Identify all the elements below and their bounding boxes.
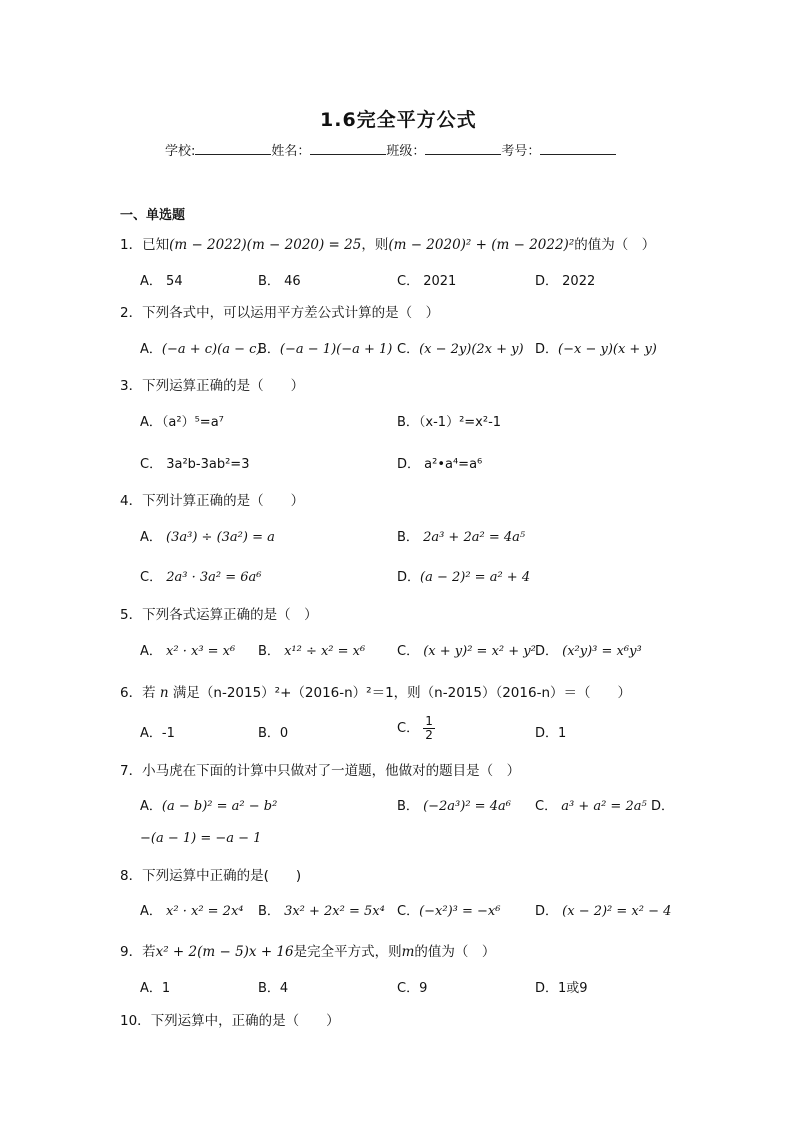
question-4-option-b[interactable]	[397, 526, 525, 545]
option-text: (3a³) ÷ (3a²) = a	[166, 530, 275, 545]
student-info-line	[165, 140, 616, 159]
question-5-option-d[interactable]	[535, 640, 642, 659]
option-label: C．	[397, 644, 420, 659]
question-7-option-c[interactable]	[535, 795, 647, 814]
option-label: B．	[258, 342, 280, 357]
question-6-option-d[interactable]	[535, 722, 566, 741]
number-blank[interactable]	[540, 142, 616, 155]
option-label: D．	[535, 726, 559, 741]
question-5-option-c[interactable]	[397, 640, 536, 659]
question-9-stem	[120, 940, 495, 960]
option-text: x² · x³ = x⁶	[166, 644, 236, 659]
fraction	[423, 715, 435, 742]
option-text: (−x²)³ = −x⁶	[419, 904, 501, 919]
stem-text: 下列各式中，可以运用平方差公式计算的是（ ）	[142, 305, 440, 321]
question-7-option-b[interactable]	[397, 795, 511, 814]
option-label: D．	[535, 644, 559, 659]
question-1-option-a[interactable]	[140, 270, 183, 289]
variable: n	[159, 685, 169, 701]
question-6-option-a[interactable]	[140, 722, 175, 741]
question-number: 3．	[120, 378, 143, 394]
class-label: 班级：	[386, 144, 426, 159]
stem-text: 下列运算中，正确的是（ ）	[150, 1013, 340, 1029]
option-label: A．	[140, 799, 162, 814]
option-label: C．	[397, 274, 420, 289]
option-text: 4	[279, 981, 289, 996]
option-text: 1或9	[558, 981, 588, 996]
option-label: C．	[140, 457, 163, 472]
question-10-stem	[120, 1009, 340, 1029]
question-6-option-b[interactable]	[258, 722, 288, 741]
question-2-option-a[interactable]	[140, 338, 261, 357]
question-3-option-a[interactable]	[140, 411, 224, 430]
question-9-option-c[interactable]	[397, 977, 427, 996]
option-label: A．	[140, 904, 162, 919]
stem-text: 下列运算中正确的是( )	[142, 868, 302, 884]
name-blank[interactable]	[310, 142, 386, 155]
option-text: 2a³ + 2a² = 4a⁵	[423, 530, 526, 545]
option-label: A．	[140, 644, 162, 659]
option-text: (a − b)² = a² − b²	[161, 799, 278, 814]
option-text: 1	[161, 981, 171, 996]
option-text: (x − 2)² = x² − 4	[562, 904, 672, 919]
option-label: B．	[397, 530, 419, 545]
stem-text: 下列计算正确的是（ ）	[142, 493, 305, 509]
question-3-option-c[interactable]	[140, 453, 249, 472]
option-text: x¹² ÷ x² = x⁶	[284, 644, 366, 659]
option-label: D．	[397, 570, 421, 585]
stem-text: 下列运算正确的是（ ）	[142, 378, 305, 394]
question-number: 9．	[120, 944, 143, 960]
option-text: 46	[284, 274, 301, 289]
option-label: C．	[140, 570, 163, 585]
stem-text: 下列各式运算正确的是（ ）	[142, 607, 318, 623]
stem-text: ，则	[361, 237, 389, 253]
section-heading: 一、单选题	[120, 208, 186, 223]
option-text: −(a − 1) = −a − 1	[140, 831, 262, 846]
option-label: B．	[397, 415, 419, 430]
question-4-option-d[interactable]	[397, 566, 530, 585]
option-text: (−x − y)(x + y)	[558, 342, 657, 357]
option-label: A．	[140, 342, 162, 357]
option-text: (−a + c)(a − c)	[161, 342, 262, 357]
option-text: 2021	[423, 274, 457, 289]
option-label: B．	[397, 799, 419, 814]
option-label: C．	[397, 342, 420, 357]
fraction-denominator: 2	[425, 728, 433, 742]
question-9-option-d[interactable]	[535, 977, 588, 996]
school-blank[interactable]	[195, 142, 271, 155]
question-7-option-d-label[interactable]	[651, 795, 674, 814]
option-label: D．	[535, 981, 559, 996]
question-6-option-c[interactable]	[397, 715, 435, 742]
option-text: (x²y)³ = x⁶y³	[562, 644, 642, 659]
option-label: A．	[140, 981, 162, 996]
option-text: x² · x² = 2x⁴	[166, 904, 244, 919]
option-text: 9	[419, 981, 428, 996]
question-number: 6．	[120, 685, 143, 701]
option-text: 2022	[562, 274, 596, 289]
question-3-option-d[interactable]	[397, 453, 482, 472]
name-label: 姓名：	[271, 144, 311, 159]
question-2-stem	[120, 301, 439, 321]
question-number: 2．	[120, 305, 143, 321]
question-number: 5．	[120, 607, 143, 623]
variable: m	[401, 944, 415, 960]
question-number: 4．	[120, 493, 143, 509]
option-text: (x − 2y)(2x + y)	[419, 342, 524, 357]
stem-text: 若	[142, 944, 156, 960]
question-7-option-a[interactable]	[140, 795, 277, 814]
option-label: A．	[140, 415, 162, 430]
question-number: 8．	[120, 868, 143, 884]
option-label: D．	[535, 342, 559, 357]
question-3-option-b[interactable]	[397, 411, 501, 430]
option-text: （x-1）²=x²-1	[418, 415, 502, 430]
option-label: C．	[535, 799, 558, 814]
option-label: A．	[140, 530, 162, 545]
class-blank[interactable]	[425, 142, 501, 155]
option-text: a³ + a² = 2a⁵	[561, 799, 647, 814]
option-text: 2a³ · 3a² = 6a⁶	[166, 570, 262, 585]
question-2-option-b[interactable]	[258, 338, 392, 357]
math-expression: (m − 2022)(m − 2020) = 25	[169, 237, 362, 253]
question-number: 1．	[120, 237, 143, 253]
question-6-stem	[120, 681, 631, 701]
question-5-stem	[120, 603, 318, 623]
question-2-option-d[interactable]	[535, 338, 657, 357]
option-label: B．	[258, 904, 280, 919]
page-title: 1.6完全平方公式	[320, 109, 477, 131]
option-label: C．	[397, 721, 420, 736]
option-label: A．	[140, 726, 162, 741]
question-4-option-a[interactable]	[140, 526, 275, 545]
question-5-option-b[interactable]	[258, 640, 365, 659]
question-9-option-a[interactable]	[140, 977, 170, 996]
option-text: 54	[166, 274, 183, 289]
stem-text: 小马虎在下面的计算中只做对了一道题，他做对的题目是（ ）	[142, 763, 521, 779]
stem-text: 满足（n-2015）²+（2016-n）²＝1，则（n-2015）（2016-n）＝（ ）	[172, 685, 632, 701]
number-label: 考号：	[501, 144, 541, 159]
question-1-option-c[interactable]	[397, 270, 456, 289]
stem-text: 是完全平方式，则	[293, 944, 402, 960]
stem-text: 的值为（ ）	[414, 944, 496, 960]
option-text: (x + y)² = x² + y²	[423, 644, 536, 659]
question-5-option-a[interactable]	[140, 640, 235, 659]
option-label: B．	[258, 726, 280, 741]
question-7-option-d[interactable]	[140, 831, 261, 846]
option-label: D．	[535, 904, 559, 919]
option-text: (a − 2)² = a² + 4	[420, 570, 531, 585]
option-text: 3a²b-3ab²=3	[166, 457, 250, 472]
question-4-stem	[120, 489, 304, 509]
option-text: a²•a⁴=a⁶	[424, 457, 483, 472]
question-9-option-b[interactable]	[258, 977, 288, 996]
option-label: B．	[258, 274, 280, 289]
question-1-option-d[interactable]	[535, 270, 595, 289]
question-7-stem	[120, 759, 520, 779]
question-1-stem	[120, 233, 655, 253]
option-label: B．	[258, 981, 280, 996]
question-2-option-c[interactable]	[397, 338, 524, 357]
stem-text: 已知	[142, 237, 170, 253]
option-label: B．	[258, 644, 280, 659]
option-label: D．	[535, 274, 559, 289]
option-label: C．	[397, 904, 420, 919]
option-text: 1	[558, 726, 567, 741]
option-label: D．	[651, 799, 675, 814]
option-text: (−a − 1)(−a + 1)	[279, 342, 393, 357]
option-text: 3x² + 2x² = 5x⁴	[284, 904, 385, 919]
option-text: （a²）⁵=a⁷	[161, 415, 224, 430]
question-8-option-b[interactable]	[258, 900, 385, 919]
stem-text: 的值为（ ）	[574, 237, 656, 253]
question-8-option-c[interactable]	[397, 900, 500, 919]
option-text: -1	[161, 726, 175, 741]
question-8-option-d[interactable]	[535, 900, 671, 919]
question-1-option-b[interactable]	[258, 270, 301, 289]
option-text: (−2a³)² = 4a⁶	[423, 799, 511, 814]
math-expression: x² + 2(m − 5)x + 16	[155, 944, 294, 960]
fraction-numerator: 1	[425, 714, 433, 728]
stem-text: 若	[142, 685, 156, 701]
option-text: 0	[279, 726, 289, 741]
question-4-option-c[interactable]	[140, 566, 261, 585]
question-number: 10．	[120, 1013, 151, 1029]
option-label: D．	[397, 457, 421, 472]
option-label: A．	[140, 274, 162, 289]
question-8-stem	[120, 864, 301, 884]
question-8-option-a[interactable]	[140, 900, 244, 919]
question-3-stem	[120, 374, 304, 394]
question-number: 7．	[120, 763, 143, 779]
option-label: C．	[397, 981, 420, 996]
school-label: 学校:	[165, 144, 196, 159]
math-expression: (m − 2020)² + (m − 2022)²	[388, 237, 575, 253]
